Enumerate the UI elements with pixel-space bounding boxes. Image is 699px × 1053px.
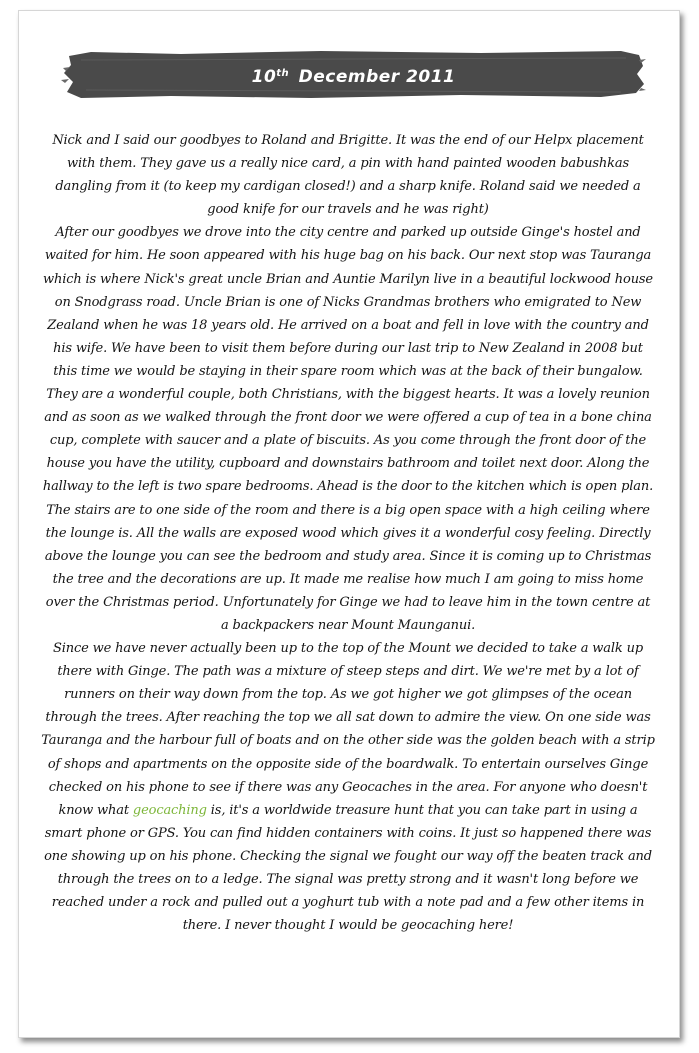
paragraph-goodbyes: Nick and I said our goodbyes to Roland and Brigitte. It was the end of our Helpx placement with them. They gave us a really nice card, a pin with hand painted wooden babushkas dangling from it (to keep my cardigan closed!) and a sharp knife. Roland said we needed a good knife for our travels and he was right) <box>52 133 644 218</box>
title-month-year: December 2011 <box>298 67 456 87</box>
title-day-suffix: th <box>276 68 290 79</box>
paragraph-mount-part1: Since we have never actually been up to the top of the Mount we decided to take a walk up there with Ginge. The path was a mixture of steep steps and dirt. We we're met by a lot of runners on their way down from the top. As we got higher we got glimpses of the ocean through the trees. After reaching the top we all sat down to admire the view. On one side was Tauranga and the harbour full of boats and on the other side was the golden beach with a strip of shops and apartments on the opposite side of the boardwalk. To entertain ourselves Ginge checked on his phone to see if there was any Geocaches in the area. For anyone who doesn't know what <box>41 641 655 818</box>
paragraph-tauranga: After our goodbyes we drove into the city centre and parked up outside Ginge's hostel and waited for him. He soon appeared with his huge bag on his back. Our next stop was Tauranga which is where Nick's great uncle Brian and Auntie Marilyn live in a beautiful lockwood house on Snodgrass road. Uncle Brian is one of Nicks Grandmas brothers who emigrated to New Zealand when he was 18 years old. He arrived on a boat and fell in love with the country and his wife. We have been to visit them before during our last trip to New Zealand in 2008 but this time we would be staying in their spare room which was at the back of their bungalow. They are a wonderful couple, both Christians, with the biggest hearts. It was a lovely reunion and as soon as we walked through the front door we were offered a cup of tea in a bone china cup, complete with saucer and a plate of biscuits. As you come through the front door of the house you have the utility, cupboard and downstairs bathroom and toilet next door. Along the hallway to the left is two spare bedrooms. Ahead is the door to the kitchen which is open plan. The stairs are to one side of the room and there is a big open space with a high ceiling where the lounge is. All the walls are exposed wood which gives it a wonderful cosy feeling. Directly above the lounge you can see the bedroom and study area. Since it is coming up to Christmas the tree and the decorations are up. It made me realise how much I am going to miss home over the Christmas period. Unfortunately for Ginge we had to leave him in the town centre at a backpackers near Mount Maunganui. <box>42 225 654 633</box>
title-day: 10 <box>251 67 277 87</box>
date-banner <box>61 46 646 102</box>
paragraph-mount-part2: is, it's a worldwide treasure hunt that you can take part in using a smart phone or GPS. You can find hidden containers with coins. It just so happened there was one showing up on his phone. Checking the signal we fought our way off the beaten track and through the trees on to a ledge. The signal was pretty strong and it wasn't long before we reached under a rock and pulled out a yoghurt tub with a note pad and a few other items in there. I never thought I would be geocaching here! <box>44 802 652 934</box>
paragraph-mount <box>41 637 655 937</box>
page-title <box>61 46 646 102</box>
journal-body <box>41 129 655 937</box>
paper-sheet <box>18 10 680 1038</box>
geocaching-link[interactable]: geocaching <box>132 802 207 818</box>
